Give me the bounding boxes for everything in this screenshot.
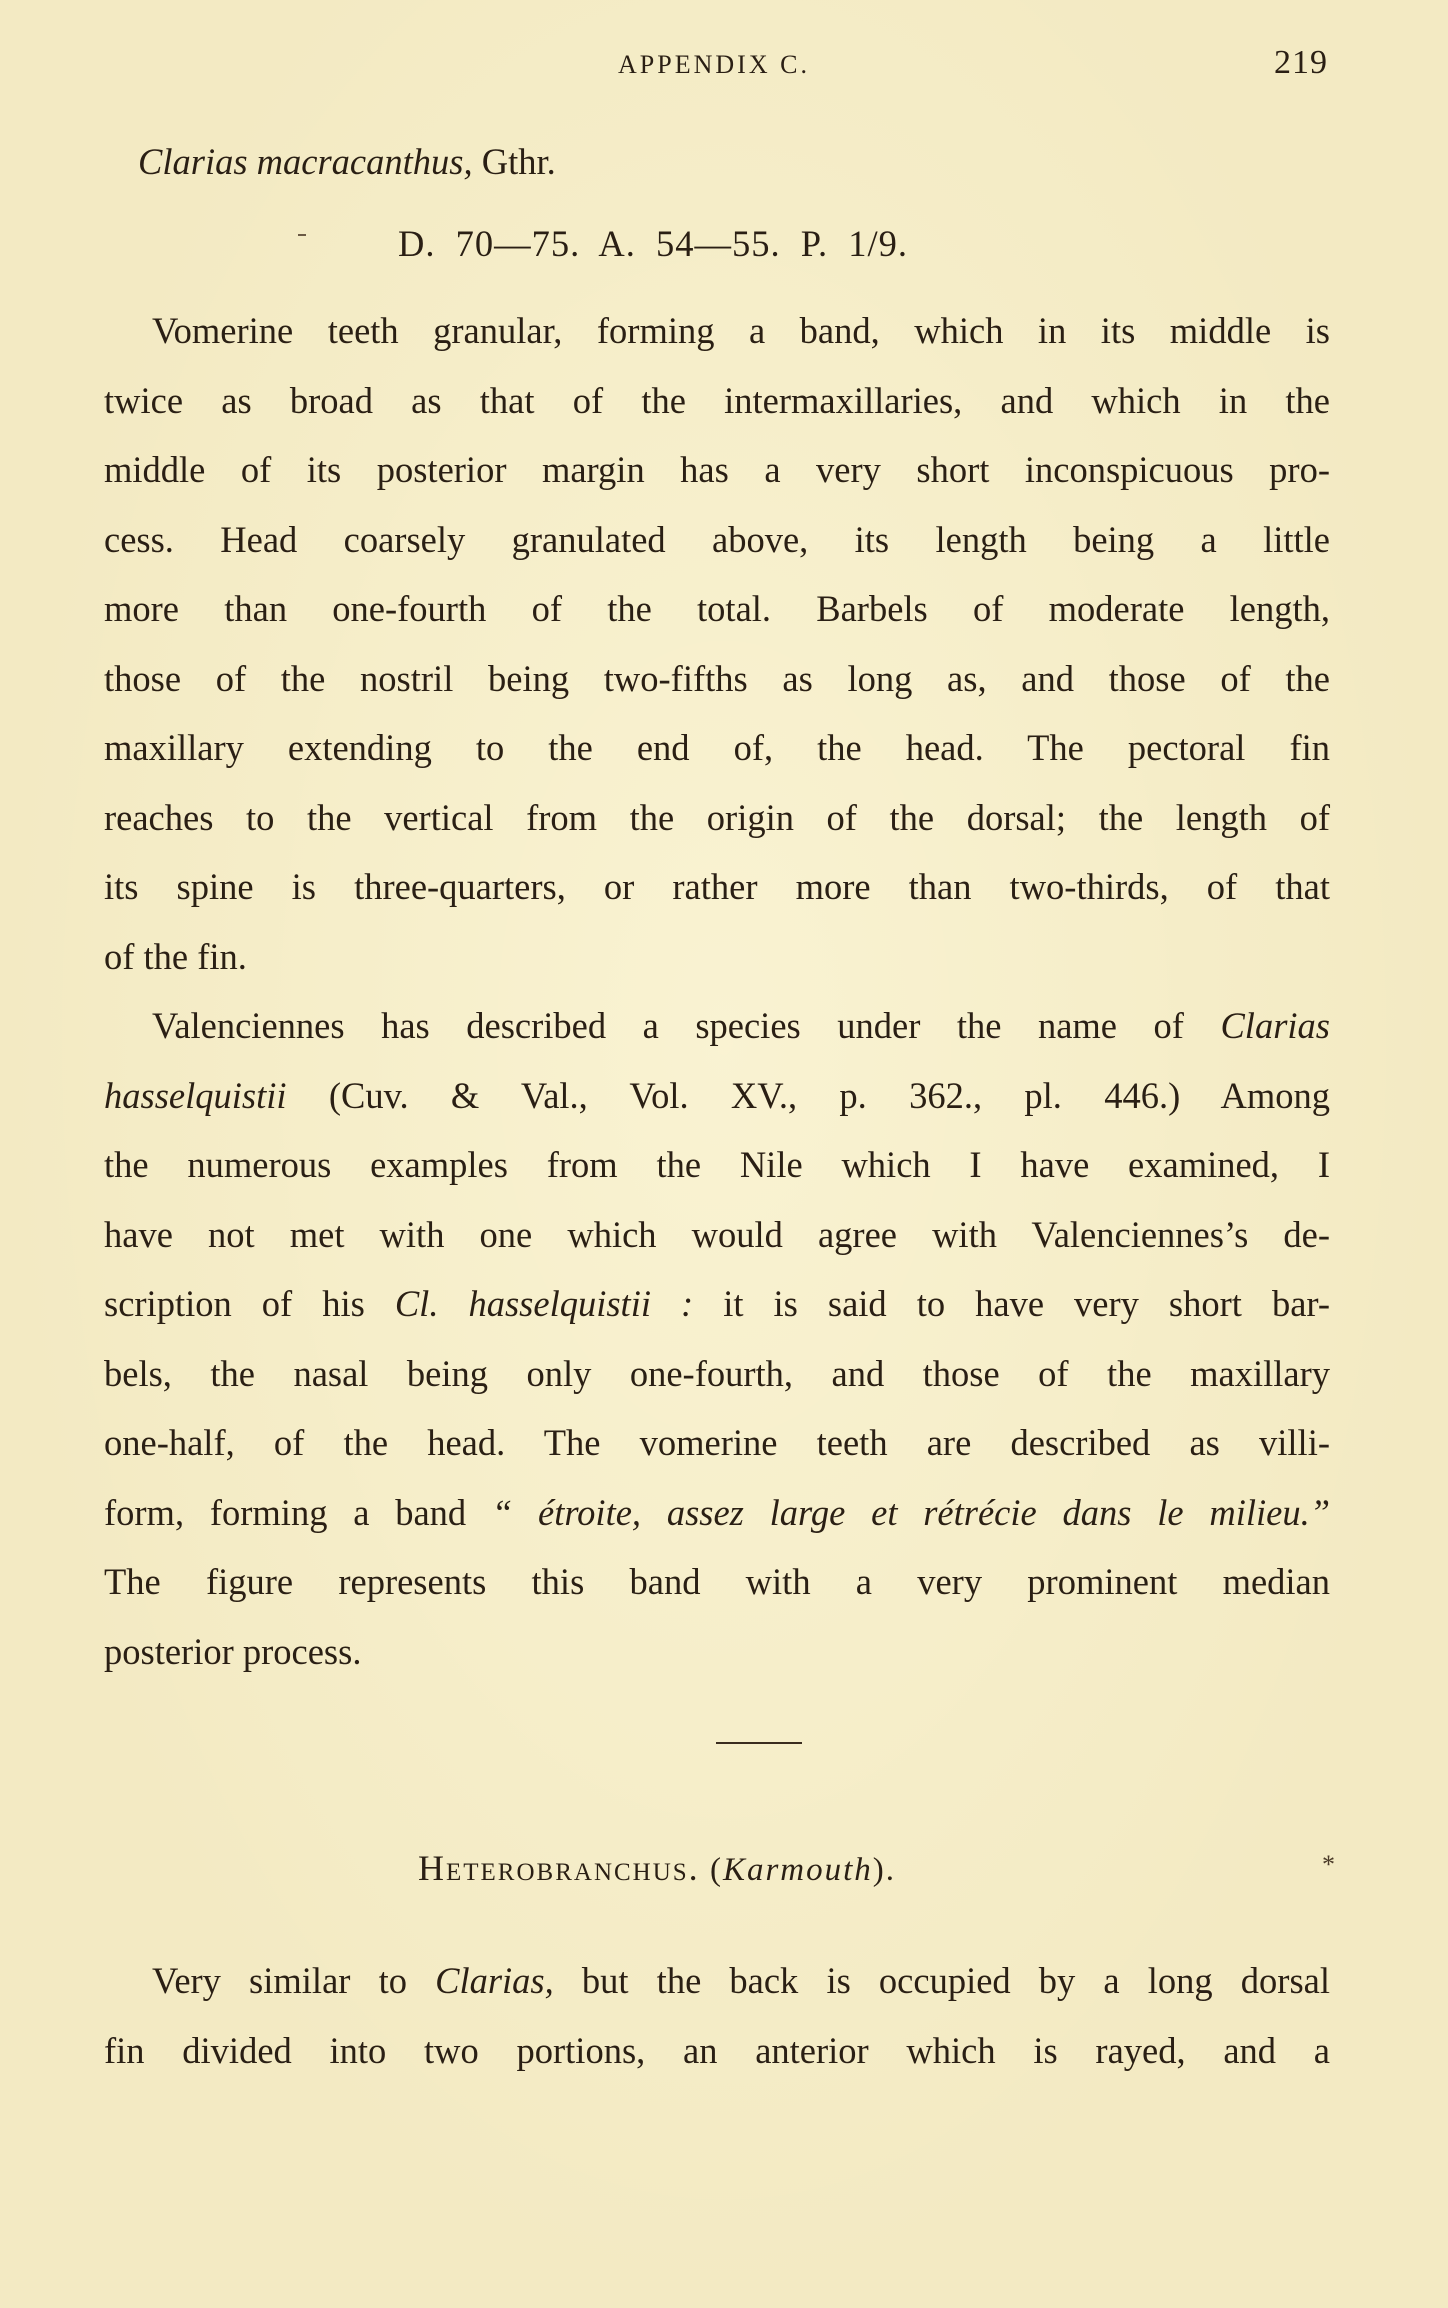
- paren: ).: [872, 1852, 897, 1888]
- paragraph-line: twice as broad as that of the intermaxillaries, and which in the: [104, 379, 1330, 421]
- genus-name: Clarias: [1220, 1005, 1330, 1046]
- text-run: (Cuv. & Val., Vol. XV., p. 362., pl. 446.) Among: [286, 1074, 1330, 1116]
- section-heading: [418, 1847, 896, 1889]
- paren: (: [699, 1852, 723, 1888]
- paragraph-line: posterior process.: [104, 1630, 362, 1672]
- paragraph-1: [104, 296, 1330, 991]
- text-run: Very similar to: [152, 1960, 436, 2001]
- paragraph-line: [104, 1946, 1330, 2016]
- paragraph-line: [104, 1269, 1330, 1339]
- text-run: Valenciennes has described a species under the name of: [152, 1005, 1221, 1046]
- paragraph-line: [104, 1061, 1330, 1131]
- french-quote: “ étroite, assez large et rétrécie dans le milieu.”: [491, 1491, 1330, 1533]
- paragraph-line: bels, the nasal being only one-fourth, and those of the maxillary: [104, 1352, 1330, 1394]
- paragraph-line: of the fin.: [104, 935, 247, 977]
- paragraph-line: middle of its posterior margin has a very short inconspicuous pro-: [104, 449, 1330, 490]
- paragraph-line: one-half, of the head. The vomerine teeth are described as villi-: [104, 1422, 1330, 1463]
- section-divider: [716, 1742, 802, 1744]
- text-run: but the back is occupied by a long dorsal: [553, 1960, 1330, 2001]
- text-run: it is said to have very short bar-: [693, 1283, 1330, 1324]
- paragraph-line: maxillary extending to the end of, the head. The pectoral fin: [104, 727, 1330, 768]
- paragraph-2: [104, 991, 1330, 1686]
- species-name-italic: Cl. hasselquistii :: [394, 1283, 694, 1324]
- common-name: Karmouth: [722, 1852, 873, 1888]
- paragraph-line: the numerous examples from the Nile which I have examined, I: [104, 1144, 1330, 1185]
- species-title: [138, 140, 556, 183]
- page-header: [100, 44, 1328, 84]
- paragraph-line: [104, 1478, 1330, 1548]
- page-number: 219: [1274, 44, 1328, 81]
- genus-heading: Heterobranchus.: [418, 1848, 700, 1888]
- species-name: Clarias macracanthus,: [138, 141, 473, 182]
- species-authority: Gthr.: [472, 141, 556, 182]
- running-head: APPENDIX C.: [618, 50, 810, 79]
- paragraph-line: reaches to the vertical from the origin of the dorsal; the length of: [104, 796, 1330, 838]
- fin-formula: [398, 222, 908, 265]
- paragraph-line: Vomerine teeth granular, forming a band, which in its middle is: [152, 310, 1330, 351]
- paragraph-line: its spine is three-quarters, or rather more than two-thirds, of that: [104, 866, 1330, 907]
- paragraph-line: [104, 991, 1330, 1061]
- paragraph-line: those of the nostril being two-fifths as long as, and those of the: [104, 657, 1330, 699]
- paragraph-line: The figure represents this band with a very prominent median: [104, 1561, 1330, 1602]
- marginal-mark: *: [1322, 1850, 1335, 1879]
- paragraph-3: [104, 1946, 1330, 2085]
- paragraph-line: more than one-fourth of the total. Barbels of moderate length,: [104, 588, 1330, 629]
- paragraph-line: have not met with one which would agree with Valenciennes’s de-: [104, 1213, 1330, 1255]
- species-epithet: hasselquistii: [104, 1074, 287, 1116]
- text-run: scription of his: [104, 1283, 395, 1324]
- paragraph-line: cess. Head coarsely granulated above, its length being a little: [104, 518, 1330, 560]
- paragraph-line: fin divided into two portions, an anterior which is rayed, and a: [104, 2029, 1330, 2071]
- text-run: form, forming a band: [104, 1491, 492, 1533]
- stray-mark: [298, 234, 306, 236]
- fin-formula-text: D. 70—75. A. 54—55. P. 1/9.: [398, 223, 908, 264]
- genus-name: Clarias,: [435, 1960, 554, 2001]
